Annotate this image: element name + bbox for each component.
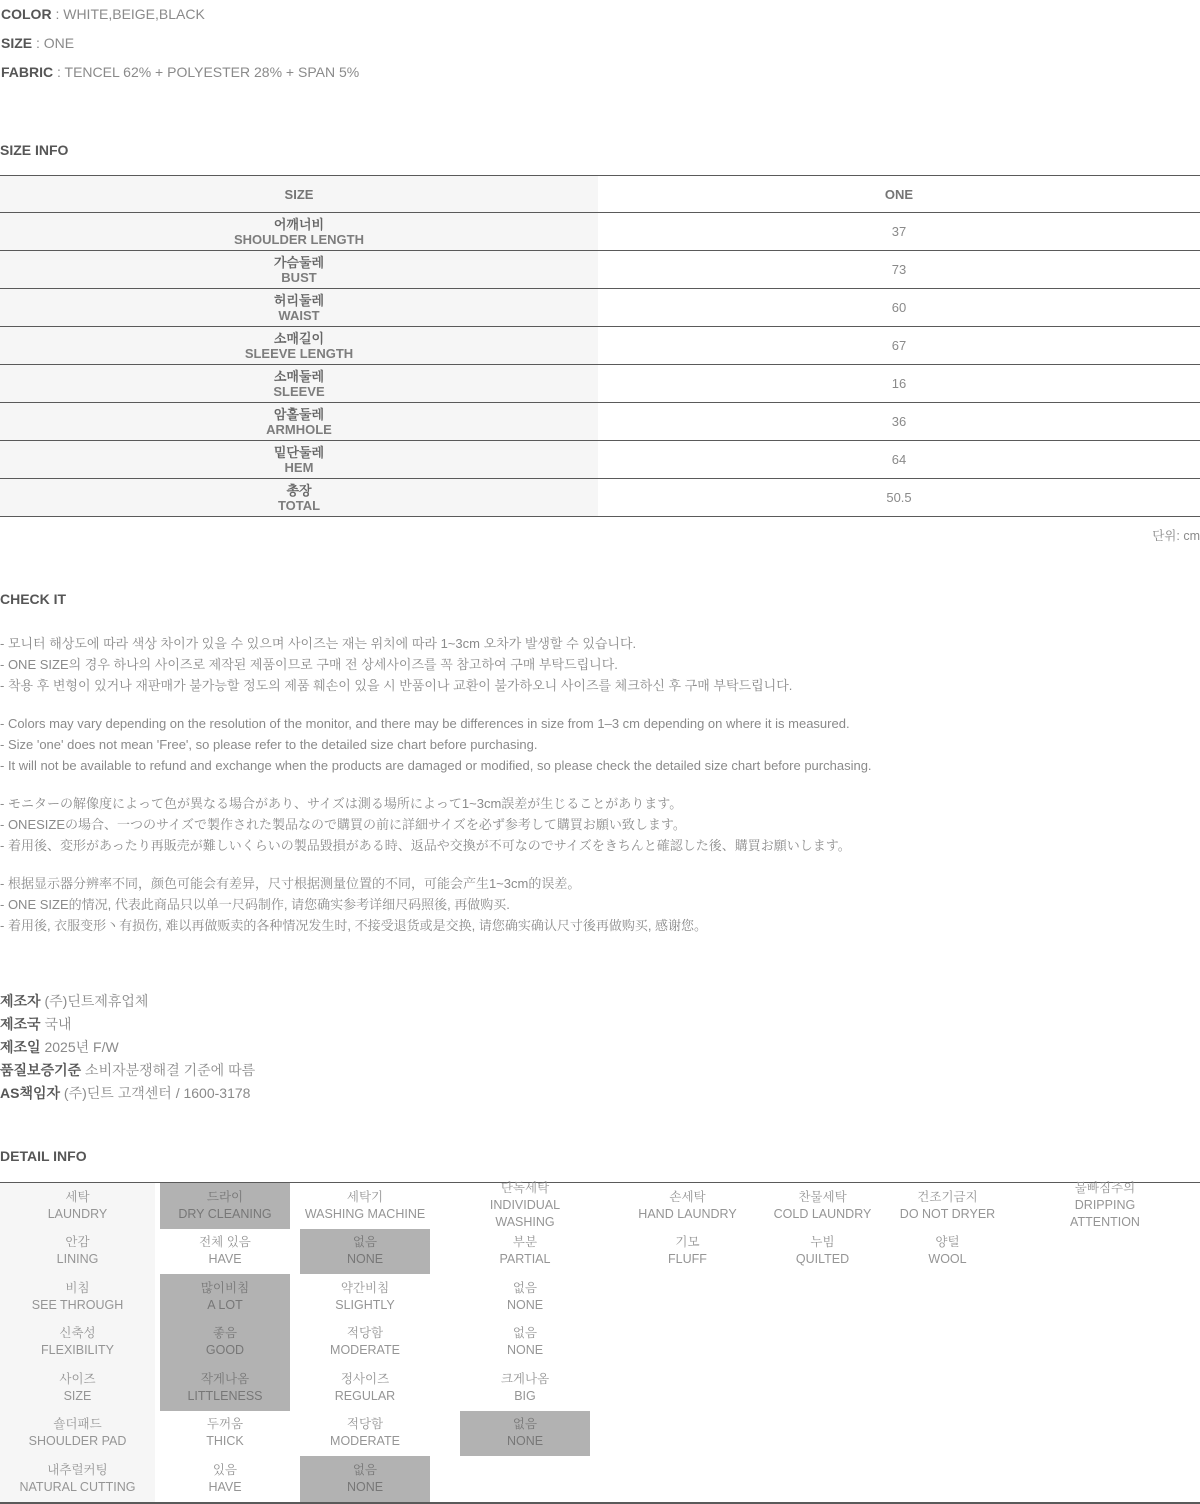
size-table-row bbox=[0, 365, 1200, 403]
care-option-kr: 많이비침 bbox=[200, 1280, 250, 1295]
care-option-en: NONE bbox=[346, 1252, 384, 1267]
care-option-slot bbox=[760, 1411, 885, 1457]
size-table-row bbox=[0, 251, 1200, 289]
check-paragraph-japanese bbox=[0, 793, 1200, 856]
care-option-en: NONE bbox=[506, 1434, 544, 1449]
care-option-en: NONE bbox=[506, 1343, 544, 1358]
care-option bbox=[160, 1411, 290, 1457]
size-row-label-en: WAIST bbox=[278, 307, 320, 323]
care-option-slot bbox=[295, 1183, 435, 1229]
care-option-en: GOOD bbox=[205, 1343, 245, 1358]
care-option-en: SLIGHTLY bbox=[335, 1297, 395, 1312]
care-option-en: HAVE bbox=[208, 1252, 242, 1267]
check-it-notes bbox=[0, 633, 1200, 936]
size-row-value: 37 bbox=[891, 224, 907, 239]
spec-line bbox=[1, 6, 1200, 22]
care-option-kr: 드라이 bbox=[206, 1189, 244, 1204]
check-paragraph-korean bbox=[0, 633, 1200, 696]
care-option bbox=[460, 1320, 590, 1366]
care-option bbox=[885, 1183, 1010, 1229]
care-option-slot bbox=[885, 1411, 1010, 1457]
care-row-label-kr: 숄더패드 bbox=[53, 1417, 102, 1432]
care-option bbox=[760, 1229, 885, 1275]
care-row-label-en: SIZE bbox=[63, 1388, 92, 1403]
care-option-kr: 정사이즈 bbox=[340, 1371, 390, 1386]
care-option bbox=[623, 1229, 753, 1275]
care-option-slot bbox=[615, 1411, 760, 1457]
care-option-en: WOOL bbox=[928, 1252, 967, 1267]
care-option bbox=[460, 1229, 590, 1275]
size-row-label-kr: 소매길이 bbox=[273, 330, 325, 346]
care-row-label-kr: 신축성 bbox=[59, 1326, 96, 1341]
care-option-en: WASHING MACHINE bbox=[304, 1206, 426, 1221]
care-option-slot bbox=[615, 1229, 760, 1275]
spec-line bbox=[1, 64, 1200, 80]
care-option-slot bbox=[155, 1411, 295, 1457]
one-column-header: ONE bbox=[884, 186, 914, 202]
size-row-label-kr: 허리둘레 bbox=[273, 292, 325, 308]
size-table-row bbox=[0, 327, 1200, 365]
check-paragraph-english bbox=[0, 713, 1200, 776]
care-option-slot bbox=[760, 1320, 885, 1366]
care-option-selected bbox=[460, 1411, 590, 1457]
spec-label: FABRIC bbox=[1, 64, 54, 80]
care-option-slot bbox=[1010, 1411, 1200, 1457]
check-line: - ONE SIZE的情况, 代表此商品只以单一尺码制作, 请您确实参考详细尺码照後, 再做购买. bbox=[0, 897, 510, 912]
care-option-slot bbox=[1010, 1456, 1200, 1502]
care-option-kr: 부분 bbox=[512, 1235, 538, 1250]
care-option-kr: 세탁기 bbox=[346, 1189, 384, 1204]
info-label: 제조일 bbox=[0, 1039, 45, 1055]
care-option-kr: 없음 bbox=[512, 1326, 538, 1341]
info-line bbox=[0, 1036, 1200, 1059]
size-row-label-cell bbox=[0, 327, 598, 365]
care-option bbox=[460, 1183, 590, 1229]
info-line bbox=[0, 990, 1200, 1013]
info-value: 소비자분쟁해결 기준에 따름 bbox=[85, 1062, 256, 1078]
care-option-slot bbox=[295, 1456, 435, 1502]
care-option-kr: 적당함 bbox=[346, 1417, 384, 1432]
care-row-label bbox=[0, 1456, 155, 1502]
care-option-slot bbox=[615, 1456, 760, 1502]
care-option-slot bbox=[1010, 1183, 1200, 1229]
care-row-label-kr: 내추럴커팅 bbox=[47, 1462, 108, 1477]
care-row-label-kr: 비침 bbox=[65, 1280, 90, 1295]
check-line: - 모니터 해상도에 따라 색상 차이가 있을 수 있으며 사이즈는 재는 위치에 따라 1~3cm 오차가 발생할 수 있습니다. bbox=[0, 636, 637, 651]
size-row-label-en: TOTAL bbox=[277, 497, 321, 513]
care-option-slot bbox=[760, 1365, 885, 1411]
care-option-slot bbox=[155, 1456, 295, 1502]
care-option-slot bbox=[885, 1320, 1010, 1366]
care-option-en: HAND LAUNDRY bbox=[638, 1206, 737, 1221]
check-line: - Colors may vary depending on the resolution of the monitor, and there may be differences in size from 1–3 cm depending on where it is measured. bbox=[0, 716, 850, 731]
size-row-label-cell bbox=[0, 251, 598, 289]
size-table bbox=[0, 175, 1200, 517]
info-value: 국내 bbox=[44, 1016, 72, 1032]
care-option-kr: 물빠짐주의 bbox=[1074, 1181, 1136, 1196]
care-option-slot bbox=[885, 1183, 1010, 1229]
care-option-kr: 단독세탁 bbox=[500, 1181, 550, 1196]
info-label: 제조자 bbox=[0, 993, 45, 1009]
care-row bbox=[0, 1320, 1200, 1366]
care-row-label bbox=[0, 1411, 155, 1457]
check-line: - 착용 후 변형이 있거나 재판매가 불가능할 정도의 제품 훼손이 있을 시 반품이나 교환이 불가하오니 사이즈를 체크하신 후 구매 부탁드립니다. bbox=[0, 678, 793, 693]
care-option bbox=[760, 1183, 885, 1229]
care-option-slot bbox=[435, 1183, 615, 1229]
care-option-slot bbox=[435, 1365, 615, 1411]
check-line: - It will not be available to refund and exchange when the products are damaged or modified, so please check the detailed size chart before purchasing. bbox=[0, 758, 872, 773]
care-option bbox=[460, 1365, 590, 1411]
info-label: AS책임자 bbox=[0, 1085, 64, 1101]
care-option-selected bbox=[160, 1320, 290, 1366]
size-table-row bbox=[0, 289, 1200, 327]
care-option-slot bbox=[435, 1456, 615, 1502]
check-it-heading: CHECK IT bbox=[0, 591, 67, 607]
care-option-kr: 없음 bbox=[352, 1235, 378, 1250]
care-row-label bbox=[0, 1274, 155, 1320]
size-row-label-en: ARMHOLE bbox=[266, 421, 332, 437]
care-option-slot bbox=[295, 1411, 435, 1457]
size-row-label-kr: 암홀둘레 bbox=[273, 406, 325, 422]
care-option-kr: 기모 bbox=[675, 1235, 700, 1250]
care-row-label bbox=[0, 1183, 155, 1229]
size-row-label-kr: 총장 bbox=[286, 482, 312, 498]
care-option-slot bbox=[155, 1365, 295, 1411]
size-row-label-cell bbox=[0, 365, 598, 403]
care-row bbox=[0, 1183, 1200, 1229]
care-option-slot bbox=[155, 1183, 295, 1229]
size-row-value: 50.5 bbox=[886, 490, 912, 505]
care-option-kr: 두꺼움 bbox=[206, 1417, 244, 1432]
size-row-value: 64 bbox=[891, 452, 907, 467]
care-option-en: NONE bbox=[506, 1297, 544, 1312]
care-row-label-en: SEE THROUGH bbox=[31, 1297, 124, 1312]
care-option-kr: 없음 bbox=[512, 1417, 538, 1432]
care-option-slot bbox=[435, 1274, 615, 1320]
check-line: - 着用後, 衣服变形丶有损伤, 难以再做贩卖的各种情况发生时, 不接受退货或是交换, 请您确实确认尺寸後再做购买, 感谢您。 bbox=[0, 918, 708, 933]
size-row-value: 16 bbox=[891, 376, 907, 391]
care-option-en: FLUFF bbox=[668, 1252, 707, 1267]
care-option-slot bbox=[295, 1365, 435, 1411]
care-option-kr: 없음 bbox=[352, 1462, 378, 1477]
care-option-en: BIG bbox=[514, 1388, 536, 1403]
care-option-slot bbox=[885, 1456, 1010, 1502]
care-option-kr: 약간비침 bbox=[340, 1280, 390, 1295]
care-option-en: PARTIAL bbox=[499, 1252, 551, 1267]
spec-separator: : bbox=[53, 64, 65, 80]
care-option-slot bbox=[615, 1320, 760, 1366]
info-value: (주)딘트제휴업체 bbox=[44, 993, 149, 1009]
size-row-label-cell bbox=[0, 289, 598, 327]
care-row-label-en: FLEXIBILITY bbox=[41, 1343, 114, 1358]
care-option-kr: 양털 bbox=[935, 1235, 960, 1250]
care-row bbox=[0, 1456, 1200, 1502]
size-table-row bbox=[0, 479, 1200, 517]
size-row-label-kr: 소매둘레 bbox=[273, 368, 325, 384]
info-value: (주)딘트 고객센터 / 1600-3178 bbox=[63, 1085, 251, 1101]
care-option-en: REGULAR bbox=[334, 1388, 396, 1403]
care-option-slot bbox=[295, 1274, 435, 1320]
care-option-en: A LOT bbox=[207, 1297, 243, 1312]
care-option-slot bbox=[615, 1183, 760, 1229]
care-option bbox=[160, 1229, 290, 1275]
detail-info-heading: DETAIL INFO bbox=[0, 1148, 87, 1164]
care-option-en: NONE bbox=[346, 1479, 384, 1494]
spec-line bbox=[1, 35, 1200, 51]
care-option-slot bbox=[760, 1229, 885, 1275]
check-line: - Size 'one' does not mean 'Free', so please refer to the detailed size chart before purchasing. bbox=[0, 737, 538, 752]
care-option-kr: 작게나옴 bbox=[200, 1371, 250, 1386]
care-option-slot bbox=[1010, 1229, 1200, 1275]
size-row-label-cell bbox=[0, 479, 598, 517]
care-option-slot bbox=[1010, 1320, 1200, 1366]
care-option-en: DO NOT DRYER bbox=[899, 1206, 996, 1221]
care-row-label-en: SHOULDER PAD bbox=[28, 1434, 127, 1449]
care-option bbox=[623, 1183, 753, 1229]
size-row-label-en: SHOULDER LENGTH bbox=[234, 231, 364, 247]
manufacturer-info bbox=[0, 990, 1200, 1105]
size-info-heading: SIZE INFO bbox=[0, 142, 69, 158]
care-option-slot bbox=[435, 1229, 615, 1275]
size-column-header: SIZE bbox=[0, 176, 598, 213]
care-row-label bbox=[0, 1229, 155, 1275]
care-option bbox=[300, 1274, 430, 1320]
care-option-selected bbox=[300, 1229, 430, 1275]
size-row-label-kr: 밑단둘레 bbox=[273, 444, 325, 460]
care-option-kr: 손세탁 bbox=[669, 1189, 706, 1204]
care-option-en: MODERATE bbox=[330, 1343, 400, 1358]
info-line bbox=[0, 1082, 1200, 1105]
care-table bbox=[0, 1182, 1200, 1504]
care-row-label-kr: 사이즈 bbox=[59, 1371, 96, 1386]
care-option-kr: 전체 있음 bbox=[199, 1235, 251, 1250]
care-option-kr: 없음 bbox=[512, 1280, 538, 1295]
size-row-label-en: BUST bbox=[281, 269, 317, 285]
size-table-row bbox=[0, 213, 1200, 251]
care-row-label-en: LAUNDRY bbox=[47, 1206, 108, 1221]
size-row-label-cell bbox=[0, 213, 598, 251]
spec-separator: : bbox=[51, 6, 64, 22]
unit-note: 단위: cm bbox=[1152, 529, 1200, 543]
care-row-label-en: NATURAL CUTTING bbox=[19, 1479, 136, 1494]
care-row bbox=[0, 1229, 1200, 1275]
care-option-en: COLD LAUNDRY bbox=[773, 1206, 872, 1221]
care-option-slot bbox=[615, 1365, 760, 1411]
care-row-label bbox=[0, 1365, 155, 1411]
care-option bbox=[300, 1183, 430, 1229]
care-option-en: DRY CLEANING bbox=[178, 1206, 272, 1221]
spec-value: TENCEL 62% + POLYESTER 28% + SPAN 5% bbox=[64, 64, 360, 80]
care-option-en: MODERATE bbox=[330, 1434, 400, 1449]
care-option-en: QUILTED bbox=[795, 1252, 850, 1267]
spec-value: ONE bbox=[43, 35, 75, 51]
care-option-en: LITTLENESS bbox=[187, 1388, 263, 1403]
care-row bbox=[0, 1365, 1200, 1411]
care-option-slot bbox=[885, 1365, 1010, 1411]
info-line bbox=[0, 1013, 1200, 1036]
care-option-kr: 있음 bbox=[212, 1462, 238, 1477]
care-option-slot bbox=[1010, 1365, 1200, 1411]
size-row-label-en: SLEEVE bbox=[273, 383, 325, 399]
info-label: 제조국 bbox=[0, 1016, 45, 1032]
size-row-label-en: HEM bbox=[284, 459, 314, 475]
care-option-slot bbox=[295, 1229, 435, 1275]
care-option-slot bbox=[155, 1320, 295, 1366]
spec-separator: : bbox=[32, 35, 44, 51]
care-row bbox=[0, 1411, 1200, 1457]
spec-label: COLOR bbox=[1, 6, 52, 22]
care-option-slot bbox=[1010, 1274, 1200, 1320]
check-line: - 着用後、変形があったり再販売が難しいくらいの製品毀損がある時、返品や交換が不可なのでサイズをきちんと確認した後、購買お願いします。 bbox=[0, 838, 851, 853]
care-option bbox=[160, 1456, 290, 1502]
care-row-label bbox=[0, 1320, 155, 1366]
size-row-value: 73 bbox=[891, 262, 907, 277]
size-row-label-cell bbox=[0, 441, 598, 479]
care-option-slot bbox=[760, 1456, 885, 1502]
care-option bbox=[885, 1229, 1010, 1275]
size-table-header-row bbox=[0, 176, 1200, 213]
check-line: - ONESIZEの場合、一つのサイズで製作された製品なので購買の前に詳細サイズを必ず参考して購買お願い致します。 bbox=[0, 817, 686, 832]
size-row-value: 36 bbox=[891, 414, 907, 429]
info-label: 품질보증기준 bbox=[0, 1062, 86, 1078]
care-option bbox=[300, 1411, 430, 1457]
care-option-slot bbox=[155, 1274, 295, 1320]
care-option-selected bbox=[300, 1456, 430, 1502]
care-option-en: THICK bbox=[206, 1434, 244, 1449]
care-option-slot bbox=[435, 1320, 615, 1366]
care-option-slot bbox=[885, 1229, 1010, 1275]
care-option-slot bbox=[885, 1274, 1010, 1320]
care-option-kr: 좋음 bbox=[212, 1326, 238, 1341]
care-option-slot bbox=[435, 1411, 615, 1457]
care-option-kr: 건조기금지 bbox=[917, 1189, 978, 1204]
info-value: 2025년 F/W bbox=[44, 1039, 119, 1055]
care-option bbox=[1040, 1183, 1170, 1229]
care-option bbox=[300, 1320, 430, 1366]
size-table-body bbox=[0, 213, 1200, 517]
size-row-value: 60 bbox=[891, 300, 907, 315]
care-option-en: DRIPPING ATTENTION bbox=[1070, 1198, 1140, 1230]
care-option-slot bbox=[760, 1183, 885, 1229]
spec-label: SIZE bbox=[1, 35, 33, 51]
care-row bbox=[0, 1274, 1200, 1320]
check-paragraph-chinese bbox=[0, 873, 1200, 936]
care-row-label-kr: 세탁 bbox=[65, 1189, 90, 1204]
care-option-slot bbox=[615, 1274, 760, 1320]
care-option-en: HAVE bbox=[208, 1479, 242, 1494]
care-option-kr: 찬물세탁 bbox=[798, 1189, 847, 1204]
check-line: - 根据显示器分辨率不同，颜色可能会有差异，尺寸根据测量位置的不同，可能会产生1~3cm的误差。 bbox=[0, 876, 581, 891]
care-option-selected bbox=[160, 1365, 290, 1411]
size-table-row bbox=[0, 441, 1200, 479]
size-row-label-kr: 어깨너비 bbox=[273, 216, 325, 232]
care-option-kr: 적당함 bbox=[346, 1326, 384, 1341]
info-line bbox=[0, 1059, 1200, 1082]
care-option bbox=[300, 1365, 430, 1411]
care-option-en: INDIVIDUAL WASHING bbox=[489, 1198, 561, 1230]
care-row-label-en: LINING bbox=[56, 1252, 99, 1267]
care-option-kr: 크게나옴 bbox=[500, 1371, 550, 1386]
check-line: - ONE SIZE의 경우 하나의 사이즈로 제작된 제품이므로 구매 전 상세사이즈를 꼭 참고하여 구매 부탁드립니다. bbox=[0, 657, 618, 672]
care-row-label-kr: 안감 bbox=[65, 1235, 90, 1250]
spec-value: WHITE,BEIGE,BLACK bbox=[63, 6, 205, 22]
care-option-slot bbox=[760, 1274, 885, 1320]
care-option-slot bbox=[295, 1320, 435, 1366]
product-spec-summary bbox=[0, 0, 1200, 80]
size-table-row bbox=[0, 403, 1200, 441]
care-option-selected bbox=[160, 1274, 290, 1320]
size-row-label-kr: 가슴둘레 bbox=[273, 254, 325, 270]
check-line: - モニターの解像度によって色が異なる場合があり、サイズは測る場所によって1~3cm誤差が生じることがあります。 bbox=[0, 796, 683, 811]
care-option bbox=[460, 1274, 590, 1320]
care-option-slot bbox=[155, 1229, 295, 1275]
care-option-kr: 누빔 bbox=[810, 1235, 835, 1250]
size-row-label-en: SLEEVE LENGTH bbox=[244, 345, 354, 361]
size-row-label-cell bbox=[0, 403, 598, 441]
care-option-selected bbox=[160, 1183, 290, 1229]
size-row-value: 67 bbox=[891, 338, 907, 353]
